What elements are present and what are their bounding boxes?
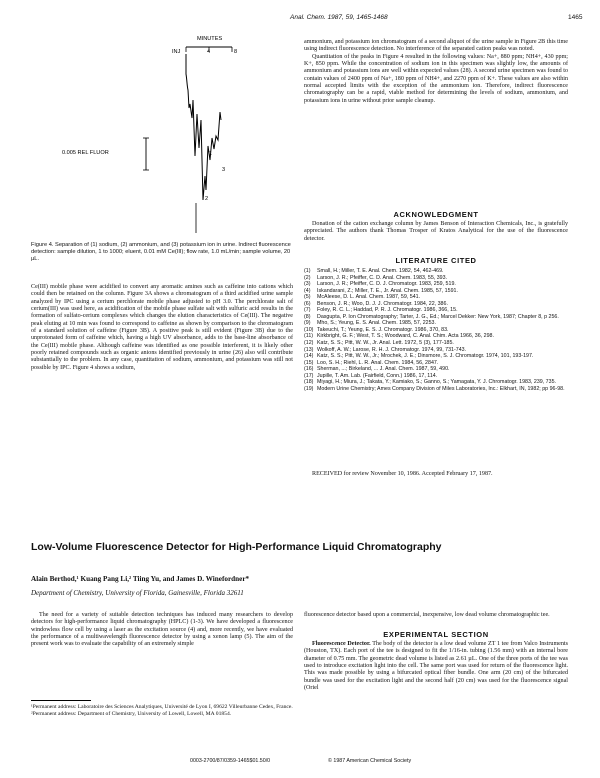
time-label-4: 4 [207,49,211,55]
reference-number: (15) [304,359,314,366]
article-authors: Alain Berthod,¹ Kuang Pang Li,² Tiing Yu, and James D. Winefordner* [31,575,250,583]
reference-text: Sherman, ...; Birkeland, ... J. Anal. Chem. 1987, 59, 490. [317,366,450,373]
experimental-text [304,641,568,692]
peak-label-2: 2 [205,196,209,202]
copyright: © 1987 American Chemical Society [328,758,412,764]
reference-number: (4) [304,287,311,294]
chromatogram-plot [0,28,300,238]
reference-text: Benson, J. R.; Woo, D. J. J. Chromatogr. 1984, 22, 386. [317,300,448,307]
body-paragraph: The body of the detector is a low dead volume ZT 1 tee from Valco Instruments (Houston, TX). Each port of the tee is designed to fit the 1/16-in. tubing (1.56 mm) with an internal bore diameter of 0.75 mm. The geometric dead volume is listed as 2.61 µL. One of the three ports of the tee was used to introduce excitation light into the cell. The same port was used for return of the fluorescence light. This was made possible by using a bifurcated optical fiber bundle. One arm (20 cm) of the bifurcated bundle was used for the excitation light and the second half (20 cm) was used for the fluorescence signal (Oriel [304,641,569,692]
time-label-8: 8 [234,49,238,55]
reference-text: McAleese, D. L. Anal. Chem. 1987, 59, 541. [317,294,421,301]
footnote: ²Permanent address: Department of Chemistry, University of Lowell, Lowell, MA 01854. [31,710,232,717]
reference-number: (5) [304,294,311,301]
chromatogram-trace [186,54,221,200]
reference-text: Modern Urine Chemistry; Ames Company Division of Miles Laboratories, Inc.: Elkhart, IN, 1982; pp 96-98. [317,385,565,392]
footnote: ¹Permanent address: Laboratoire des Sciences Analytiques, Université de Lyon I, 69622 Villeurbanne Cedex, France. [31,704,293,710]
body-paragraph: Donation of the cation exchange column by James Benson of Interaction Chemicals, Inc., is gratefully appreciated. The authors thank Thomas Trosper of Kratos Analytical for the use of the fluorescence detector. [304,221,568,242]
reference-number: (17) [304,372,314,379]
reference-text: Takeuchi, T.; Yeung, E. S. J. Chromatogr. 1986, 370, 83. [317,326,449,333]
figure-caption: Figure 4. Separation of (1) sodium, (2) ammonium, and (3) potassium ion in urine. Indirect fluorescence detection: sample dilution, 1 to 1000; eluent, 0.01 mM Ce(III); flow rate, 1.0 mL/min; sample volume, 20 µL. [31,242,291,262]
reference-text: Loo, S. H.; Riehl, L. R. Anal. Chem. 1984, 56, 2847. [317,359,439,366]
reference-text: Larson, J. R.; Pfeiffer, C. D. J. Chromatogr. 1983, 259, 519. [317,281,456,288]
article-affiliation: Department of Chemistry, University of Florida, Gainesville, Florida 32611 [31,589,244,597]
reference-number: (8) [304,313,311,320]
reference-number: (13) [304,346,314,353]
reference-number: (1) [304,268,311,274]
page-number: 1465 [568,14,583,21]
reference-number: (19) [304,385,314,392]
reference-number: (16) [304,366,314,373]
reference-text: Kirkbright, G. F.; West, T. S.; Woodward, C. Anal. Chim. Acta 1966, 36, 298. [317,333,494,340]
article-title: Low-Volume Fluorescence Detector for High-Performance Liquid Chromatography [31,541,442,553]
article-intro [31,612,293,649]
reference-number: (10) [304,326,314,333]
reference-text: Katz, S. S.; Pitt, W. W., Jr. Anal. Lett. 1972, 5 (3), 177-185. [317,340,454,347]
reference-text: Small, H.; Miller, T. E. Anal. Chem. 1982, 54, 462-469. [317,268,444,274]
time-label-inj: INJ [172,49,181,55]
figure-4 [0,28,300,238]
body-paragraph: Ce(III) mobile phase were acidified to convert any aromatic amines such as caffeine into cations which could then be retained on the column. Figure 3A shows a chromatogram of a third acidified urine sample analyzed by IPC using a cerium perchlorate mobile phase adjusted to pH 3.0. The perchlorate salt of cerium(III) was used here, as acidification of the mobile phase sulfate salt with sulfuric acid results in the formation of sulfato-cerium complexes which changes the elution characteristics of Ce(III). The negative peak eluting at 10 min was found to correspond to caffeine as shown by comparison to the chromatogram of a standard solution of caffeine (Figure 3B). A positive peak is still evident (Figure 3B) due to the unprotonated form of caffeine which, having a high UV absorbance, adds to the base-line absorbance of the Ce(III) mobile phase. Although caffeine was identified as one possible interferent, it is likely other poorly retained compounds such as organic anions identified previously in urine (26) also will contribute substantially to the problem. In any case, quantitation of sodium, ammonium, and potassium was still not possible by IPC. Figure 4 shows a sodium, [31,284,293,371]
reference-number: (7) [304,307,311,314]
body-paragraph: Quantitation of the peaks in Figure 4 resulted in the following values: Na+, 880 ppm; NH4+, 430 ppm; K+, 850 ppm. While the concentration of sodium ion in this specimen was slightly low, the amounts of ammonium and potassium ions are well within expected values (28). A second urine specimen was found to contain values of 2400 ppm of Na+, 180 ppm of NH4+, and 2270 ppm of K+. These values are also within normal accepted limits with the exception of the ammonium ion. Therefore, indirect fluorescence chromatography can be a rapid, viable method for determining the levels of sodium, ammonium, and potassium ions in urine without prior sample cleanup. [304,53,568,104]
reference-number: (14) [304,353,314,360]
reference-text: Mho, S.; Yeung, E. S. Anal. Chem. 1985, 57, 2253. [317,320,436,327]
reference-number: (12) [304,340,314,347]
reference-text: Miyagi, H.; Miura, J.; Takata, Y.; Kamiako, S.; Ganno, S.; Yamagata, Y. J. Chromatogr. 1983, 239, 735. [317,379,556,386]
reference-number: (9) [304,320,311,327]
minutes-label: MINUTES [197,36,223,42]
reference-text: Wolkoff, A. W.; Larose, R. H. J. Chromatogr. 1974, 99, 731-743. [317,346,467,353]
reference-text: Foley, R. C. L.; Haddad, P. R. J. Chromatogr. 1986, 366, 15. [317,307,458,314]
reference-text: Katz, S. S.; Pitt, W. W., Jr.; Mrochek, J. E.; Dinsmore, S. J. Chromatogr. 1974, 101, 193-197. [317,353,534,360]
reference-text: Iskandarani, Z.; Miller, T. E., Jr. Anal. Chem. 1985, 57, 1591. [317,287,458,294]
reference-number: (11) [304,333,314,340]
reference-list [304,268,568,392]
runin-heading: Fluorescence Detector. [312,641,371,647]
reference-number: (2) [304,274,311,281]
received-line [304,471,568,478]
footnote-rule [31,700,91,701]
reference-number: (18) [304,379,314,386]
reference-item [304,386,568,393]
reference-text: Jupille, T. Am. Lab. (Fairfield, Conn.) 1986, 17, 114. [317,372,438,379]
footnotes [31,704,293,717]
reference-number: (6) [304,300,311,307]
experimental-heading: EXPERIMENTAL SECTION [383,630,489,639]
received-text: RECEIVED for review November 10, 1986. Accepted February 17, 1987. [312,471,493,477]
article-right-column [304,612,568,619]
reference-number: (3) [304,281,311,288]
body-paragraph: fluorescence detector based upon a commercial, inexpensive, low dead volume chromatographic tee. [304,612,550,618]
literature-heading: LITERATURE CITED [395,256,477,265]
body-paragraph: ammonium, and potassium ion chromatogram of a second aliquot of the urine sample in Figure 2B this time using indirect fluorescence detection. No interference of the separated cation peaks was noted. [304,39,568,53]
article-code: 0003-2700/87/0359-1465$01.50/0 [190,758,271,764]
reference-text: Dasgupta, P. Ion Chromatography; Tarter, J. G., Ed.; Marcel Dekker: New York, 1987; Chapter 8, p 256. [317,313,559,320]
acknowledgment-text [304,221,568,243]
peak-label-1: 1 [209,151,213,157]
right-column [304,39,568,105]
peak-label-3: 3 [222,167,226,173]
acknowledgment-heading: ACKNOWLEDGMENT [393,210,479,219]
body-paragraph: The need for a variety of suitable detection techniques has induced many researchers to develop detectors for high-performance liquid chromatography (HPLC) (1-3). We have developed a fluorescence windowless flow cell by using a laser as the excitation source (4) and, more recently, we have evaluated the performance of a multiwavelength fluorescence detector by using a xenon lamp (5). The aim of the present work was to evaluate the capability of an extremely simple [31,612,293,648]
scale-label: 0.005 REL FLUOR [62,150,109,156]
reference-text: Larson, J. R.; Pfeiffer, C. D. Anal. Chem. 1983, 55, 393. [317,274,448,281]
left-column-text [31,284,293,372]
journal-citation: Anal. Chem. 1987, 59, 1465-1468 [290,14,388,21]
